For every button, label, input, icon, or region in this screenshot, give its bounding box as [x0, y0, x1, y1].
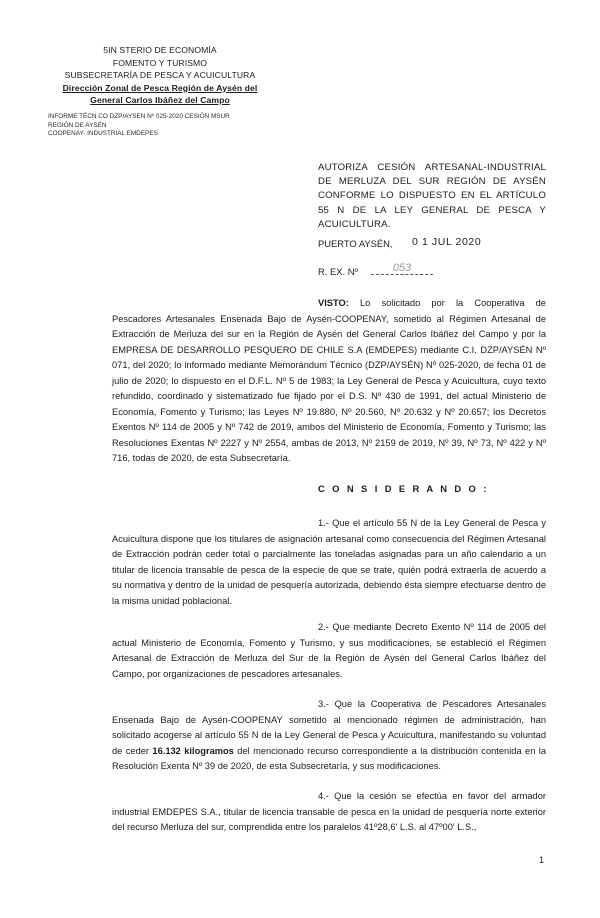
reference-parties: COOPENAY- INDUSTRIAL EMDEPES	[48, 130, 158, 138]
clause-number: 2.-	[318, 622, 329, 632]
clause-text-continued: del mencionado recurso correspondiente a la distribución contenida en la Resolución Exenta Nº 39 de 2020, de esta Subsecretaría, y sus modificaciones.	[112, 745, 547, 771]
place: PUERTO AYSÉN,	[318, 238, 393, 249]
reference-region: REGIÓN DE AYSÉN	[48, 121, 107, 129]
reference-report: INFORME TÉCN CO DZP/AYSEN Nº 025-2020 CESIÓN MSUR	[48, 113, 230, 120]
clause-number: 3.-	[318, 699, 329, 709]
resolution-number: 053	[371, 262, 433, 275]
clause-text: Que mediante Decreto Exento Nº 114 de 2005 del actual Ministerio de Economía, Fomento y Turismo, y sus modificaciones, se estableció el Régimen Artesanal de Extracción de Merluza del Sur de la Región de Aysén del General Carlos Ibáñez del Campo, por organizaciones de pescadores artesanales.	[112, 622, 546, 679]
date-stamp: 0 1 JUL 2020	[412, 236, 482, 248]
visto-paragraph	[112, 296, 546, 467]
resolution-title: AUTORIZA CESIÓN ARTESANAL-INDUSTRIAL DE MERLUZA DEL SUR REGIÓN DE AYSÉN CONFORME LO DISPUESTO EN EL ARTÍCULO 55 N DE LA LEY GENERAL DE PESCA Y ACUICULTURA.	[318, 162, 546, 230]
visto-text: Lo solicitado por la Cooperativa de Pescadores Artesanales Ensenada Bajo de Aysén-COOPENAY, sometido al Régimen Artesanal de Extracción de Merluza del sur en la Región de Aysén del General Carlos Ibáñez del Campo y por la EMPRESA DE DESARROLLO PESQUERO DE CHILE S.A (EMDEPES) mediante C.I. DZP/AYSÉN Nº 071, del 2020; lo informado mediante Memorándum Técnico (DZP/AYSÉN) Nº 025-2020, de fecha 01 de julio de 2020; lo dispuesto en el D.F.L. Nº 5 de 1983; la Ley General de Pesca y Acuicultura, cuyo texto refundido, coordinado y sistematizado fue fijado por el D.S. Nº 430 de 1991, del actual Ministerio de Economía, Fomento y Turismo; las Leyes Nº 19.880, Nº 20.560, Nº 20.632 y Nº 20.657; los Decretos Exentos Nº 114 de 2005 y Nº 742 de 2019, ambos del Ministerio de Economía, Fomento y Turismo; las Resoluciones Exentas Nº 2227 y Nº 2554, ambas de 2013, Nº 2159 de 2019, Nº 39, Nº 73, Nº 422 y Nº 716, todas de 2020, de esta Subsecretaría.	[112, 298, 546, 463]
clause-number: 4.-	[318, 791, 329, 801]
clause-1	[112, 516, 546, 609]
clause-3	[112, 697, 546, 775]
ministry-subname: FOMENTO Y TURISMO	[112, 57, 208, 68]
clause-text: Que el artículo 55 N de la Ley General de Pesca y Acuicultura dispone que los titulares de asignación artesanal como consecuencia del Régimen Artesanal de Extracción podrán ceder total o parcialmente las toneladas asignadas para un año calendario a un titular de licencia transable de pesca de la especie de que se trate, quién podrá extraerla de acuerdo a su normativa y dentro de la unidad de pesquería autorizada, debiendo ésta siempre efectuarse dentro de la misma unidad poblacional.	[112, 518, 546, 606]
clause-2	[112, 620, 546, 682]
ministry-name: 5IN STERIO DE ECONOMÍA	[103, 45, 217, 55]
reference-block	[48, 113, 288, 139]
clause-text: Que la Cooperativa de Pescadores Artesanales Ensenada Bajo de Aysén-COOPENAY sometido al mencionado régimen de administración, han solicitado acogerse al artículo 55 N de la Ley General de Pesca y Acuicultura, manifestando su voluntad de ceder	[112, 699, 546, 756]
subsecretariat-name: SUBSECRETARÍA DE PESCA Y ACUICULTURA	[64, 70, 256, 80]
considerando-heading: C O N S I D E R A N D O :	[318, 483, 489, 494]
zonal-direction-name: Dirección Zonal de Pesca Región de Aysén del	[62, 82, 258, 93]
visto-label: VISTO:	[318, 298, 349, 308]
resolution-label: R. EX. Nº	[318, 266, 358, 277]
letterhead	[30, 44, 290, 107]
page-number: 1	[539, 855, 545, 865]
clause-4	[112, 789, 546, 836]
clause-number: 1.-	[318, 518, 329, 528]
clause-text: Que la cesión se efectúa en favor del armador industrial EMDEPES S.A., titular de licencia transable de pesca en la unidad de pesquería norte exterior del recurso Merluza del sur, comprendida entre los paralelos 41º28,6' L.S. al 47º00' L.S.,	[112, 791, 546, 832]
zonal-direction-region: General Carlos Ibáñez del Campo	[90, 95, 230, 105]
clause-quantity: 16.132 kilogramos	[152, 745, 234, 756]
